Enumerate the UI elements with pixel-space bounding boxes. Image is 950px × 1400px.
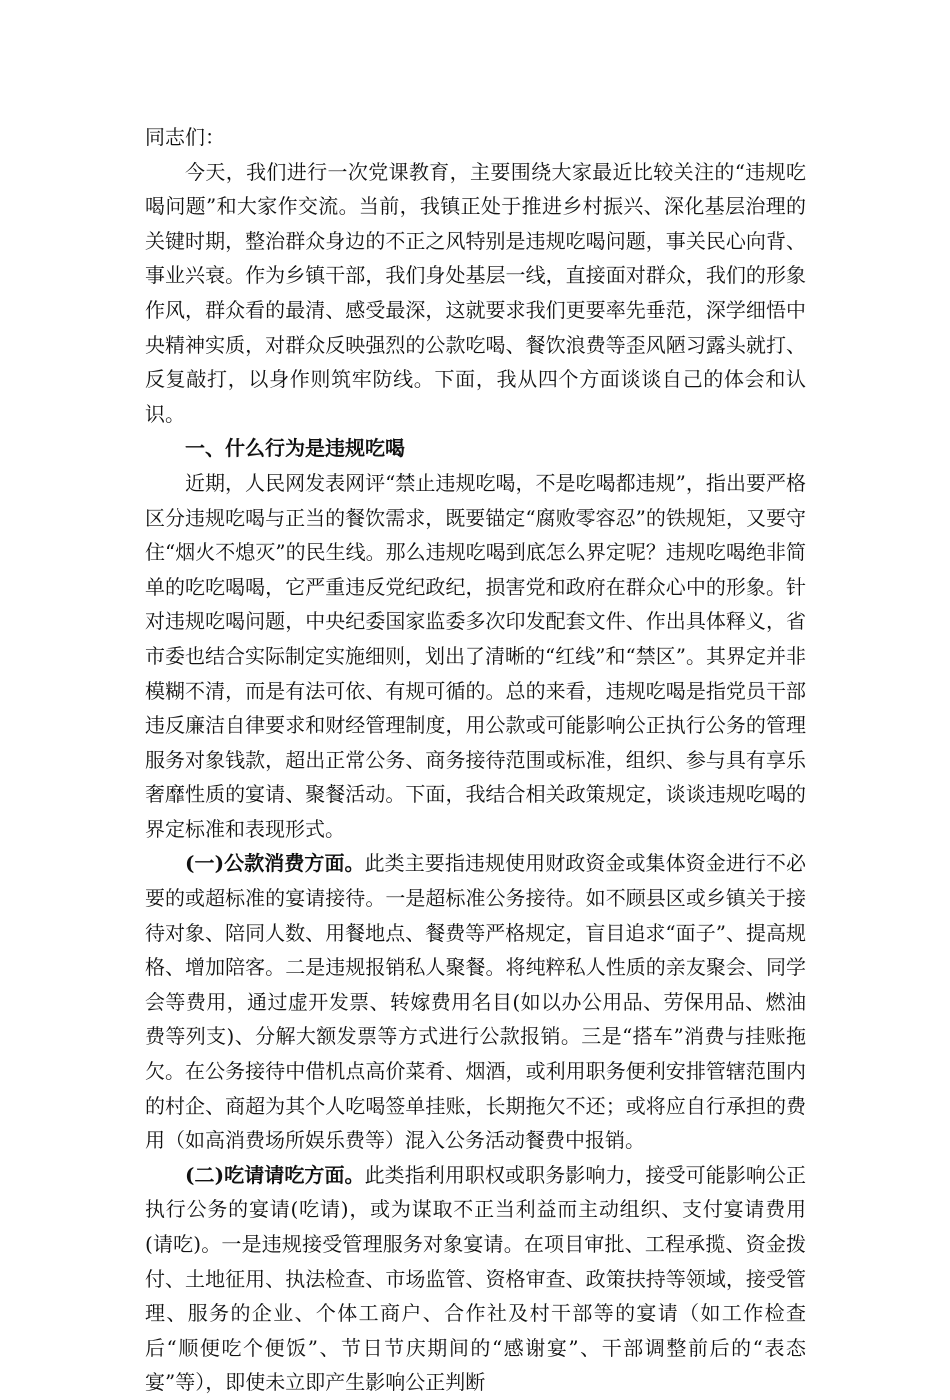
subsection-1-title: (一)公款消费方面。 (185, 851, 365, 876)
subsection-1-body: 此类主要指违规使用财政资金或集体资金进行不必要的或超标准的宴请接待。一是超标准公务接待。如不顾县区或乡镇关于接待对象、陪同人数、用餐地点、餐费等严格规定，盲目追求“面子”、提高规格、增加陪客。二是违规报销私人聚餐。将纯粹私人性质的亲友聚会、同学会等费用，通过虚开发票、转嫁费用名目(如以办公用品、劳保用品、燃油费等列支)、分解大额发票等方式进行公款报销。三是“搭车”消费与挂账拖欠。在公务接待中借机点高价菜肴、烟酒，或利用职务便利安排管辖范围内的村企、商超为其个人吃喝签单挂账，长期拖欠不还；或将应自行承担的费用（如高消费场所娱乐费等）混入公务活动餐费中报销。 (145, 851, 806, 1153)
subsection-2-body: 此类指利用职权或职务影响力，接受可能影响公正执行公务的宴请(吃请)，或为谋取不正当利益而主动组织、支付宴请费用(请吃)。一是违规接受管理服务对象宴请。在项目审批、工程承揽、资金拨付、土地征用、执法检查、市场监管、资格审查、政策扶持等领域，接受管理、服务的企业、个体工商户、合作社及村干部等的宴请（如工作检查后“顺便吃个便饭”、节日节庆期间的“感谢宴”、干部调整前后的“表态宴”等），即使未立即产生影响公正判断 (145, 1162, 806, 1395)
section-heading-1: 一、什么行为是违规吃喝 (185, 436, 405, 461)
subsection-2-paragraph (145, 1158, 806, 1400)
document-page (145, 120, 806, 1400)
section-1-paragraph: 近期，人民网发表网评“禁止违规吃喝，不是吃喝都违规”，指出要严格区分违规吃喝与正当的餐饮需求，既要锚定“腐败零容忍”的铁规矩，又要守住“烟火不熄灭”的民生线。那么违规吃喝到底怎么界定呢？违规吃喝绝非简单的吃吃喝喝，它严重违反党纪政纪，损害党和政府在群众心中的形象。针对违规吃喝问题，中央纪委国家监委多次印发配套文件、作出具体释义，省市委也结合实际制定实施细则，划出了清晰的“红线”和“禁区”。其界定并非模糊不清，而是有法可依、有规可循的。总的来看，违规吃喝是指党员干部违反廉洁自律要求和财经管理制度，用公款或可能影响公正执行公务的管理服务对象钱款，超出正常公务、商务接待范围或标准，组织、参与具有享乐奢靡性质的宴请、聚餐活动。下面，我结合相关政策规定，谈谈违规吃喝的界定标准和表现形式。 (145, 470, 806, 841)
subsection-2-title: (二)吃请请吃方面。 (185, 1162, 365, 1187)
salutation: 同志们： (145, 125, 225, 149)
subsection-1-paragraph (145, 846, 806, 1157)
intro-paragraph: 今天，我们进行一次党课教育，主要围绕大家最近比较关注的“违规吃喝问题”和大家作交流。当前，我镇正处于推进乡村振兴、深化基层治理的关键时期，整治群众身边的不正之风特别是违规吃喝问题，事关民心向背、事业兴衰。作为乡镇干部，我们身处基层一线，直接面对群众，我们的形象作风，群众看的最清、感受最深，这就要求我们更要率先垂范，深学细悟中央精神实质，对群众反映强烈的公款吃喝、餐饮浪费等歪风陋习露头就打、反复敲打，以身作则筑牢防线。下面，我从四个方面谈谈自己的体会和认识。 (145, 159, 806, 426)
